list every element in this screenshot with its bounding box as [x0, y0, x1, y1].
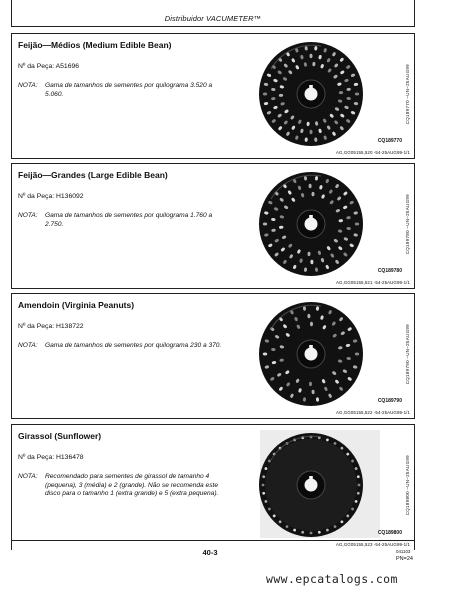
note-text: Gama de tamanhos de sementes por quilograma 230 a 370.	[45, 342, 222, 349]
watermark: www.epcatalogs.com	[266, 572, 398, 586]
seed-disc-image	[226, 170, 396, 278]
note	[18, 473, 228, 499]
pn-code: PN=24	[396, 556, 413, 562]
vertical-figure-code: CQ189800 –UN–25AUG99	[405, 455, 410, 516]
section-title: Amendoin (Virginia Peanuts)	[18, 300, 135, 310]
note-label: NOTA:	[18, 82, 38, 89]
vertical-figure-code: CQ189790 –UN–25AUG99	[405, 324, 410, 385]
section-title: Feijão—Grandes (Large Edible Bean)	[18, 170, 168, 180]
figure-id: CQ189770	[377, 138, 402, 144]
seed-disc-image	[226, 40, 396, 148]
figure-id: CQ189790	[377, 398, 402, 404]
note-text: Gama de tamanhos de sementes por quilograma 1.760 a 2.750.	[45, 212, 213, 228]
ag-reference-code: AG,GG05155,521 -54-25AUG99-1/1	[335, 280, 410, 285]
note-label: NOTA:	[18, 212, 38, 219]
seed-disc-image	[226, 431, 396, 539]
section-virginia-peanuts	[11, 293, 415, 419]
ag-reference-code: AG,GG05155,522 -54-25AUG99-1/1	[335, 410, 410, 415]
part-number: Nº da Peça: H136478	[18, 454, 84, 461]
vertical-figure-code: CQ189780 –UN–25AUG99	[405, 194, 410, 255]
date-code: 041103	[396, 549, 411, 554]
seed-disc-image	[226, 170, 396, 278]
part-number: Nº da Peça: A51696	[18, 63, 80, 70]
page-header	[11, 0, 415, 27]
ag-reference-code: AG,GG05155,523 -54-25AUG99-1/1	[335, 542, 410, 547]
section-medium-edible-bean	[11, 33, 415, 159]
page-number: 40-3	[202, 548, 218, 557]
section-title: Girassol (Sunflower)	[18, 431, 102, 441]
seed-disc-image	[226, 300, 396, 408]
section-large-edible-bean	[11, 163, 415, 289]
part-number: Nº da Peça: H136092	[18, 193, 84, 200]
seed-disc-image	[226, 300, 396, 408]
section-title: Feijão—Médios (Medium Edible Bean)	[18, 40, 172, 50]
note-text: Recomendado para sementes de girassol de tamanho 4 (pequena), 3 (média) e 2 (grande). Não se recomenda este disco para o tamanho 1 (extra grande) e 5 (extra pequena).	[45, 473, 219, 498]
note	[18, 342, 228, 351]
figure-id: CQ189780	[377, 268, 402, 274]
section-sunflower	[11, 424, 415, 550]
ag-reference-code: AG,GG05155,520 -54-25AUG99-1/1	[335, 150, 410, 155]
note-label: NOTA:	[18, 342, 38, 349]
note	[18, 82, 228, 99]
note	[18, 212, 228, 229]
seed-disc-image	[226, 431, 396, 539]
header-title: Distribuidor VACUMETER™	[164, 14, 262, 23]
note-label: NOTA:	[18, 473, 38, 480]
note-text: Gama de tamanhos de sementes por quilograma 3.520 a 5.060.	[45, 82, 213, 98]
footer-divider	[11, 540, 415, 541]
vertical-figure-code: CQ189770 –UN–25AUG99	[405, 64, 410, 125]
figure-id: CQ189800	[377, 530, 402, 536]
seed-disc-image	[226, 40, 396, 148]
part-number: Nº da Peça: H138722	[18, 323, 84, 330]
